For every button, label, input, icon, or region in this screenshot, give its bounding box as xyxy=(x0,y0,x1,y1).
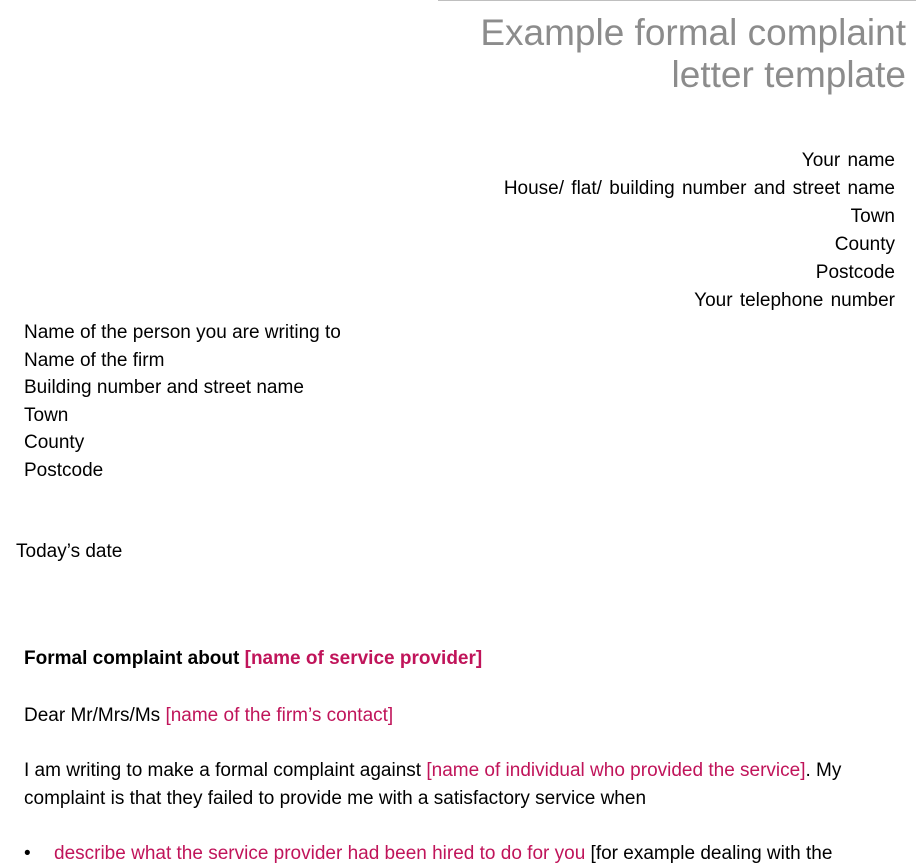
sender-street: House/ flat/ building number and street name xyxy=(503,178,895,199)
bullet-item xyxy=(24,840,832,867)
title-line-1: Example formal complaint xyxy=(480,12,906,53)
recipient-street: Building number and street name xyxy=(24,377,304,399)
recipient-person: Name of the person you are writing to xyxy=(24,322,341,343)
recipient-firm: Name of the firm xyxy=(24,349,165,371)
recipient-address-block xyxy=(24,319,341,485)
sender-telephone: Your telephone number xyxy=(694,290,895,311)
recipient-postcode: Postcode xyxy=(24,459,104,481)
body-line-1-prefix: I am writing to make a formal complaint against xyxy=(24,760,427,781)
title-line-2: letter template xyxy=(671,54,906,95)
body-line-2: complaint is that they failed to provide me with a satisfactory service when xyxy=(24,788,647,809)
letter-date: Today’s date xyxy=(16,541,123,562)
salutation-placeholder: [name of the firm’s contact] xyxy=(165,705,394,726)
sender-town: Town xyxy=(850,206,895,227)
header-rule xyxy=(438,0,916,1)
body-line-1-suffix: . My xyxy=(805,760,842,781)
salutation xyxy=(24,702,393,729)
bullet-marker: • xyxy=(24,843,31,864)
sender-postcode: Postcode xyxy=(815,262,895,283)
bullet-suffix: [for example dealing with the xyxy=(585,843,833,864)
document-title xyxy=(480,12,906,96)
subject-prefix: Formal complaint about xyxy=(24,648,245,669)
bullet-placeholder: describe what the service provider had been hired to do for you xyxy=(54,843,586,864)
subject-placeholder: [name of service provider] xyxy=(244,648,483,669)
salutation-prefix: Dear Mr/Mrs/Ms xyxy=(24,705,166,726)
sender-address-block xyxy=(504,147,895,315)
subject-line xyxy=(24,645,482,672)
sender-name: Your name xyxy=(801,150,895,171)
recipient-county: County xyxy=(24,432,85,454)
body-line-1-placeholder: [name of individual who provided the service] xyxy=(426,760,806,781)
body-paragraph xyxy=(24,757,894,813)
recipient-town: Town xyxy=(24,404,69,426)
sender-county: County xyxy=(834,234,895,255)
body-line-1 xyxy=(24,757,894,785)
